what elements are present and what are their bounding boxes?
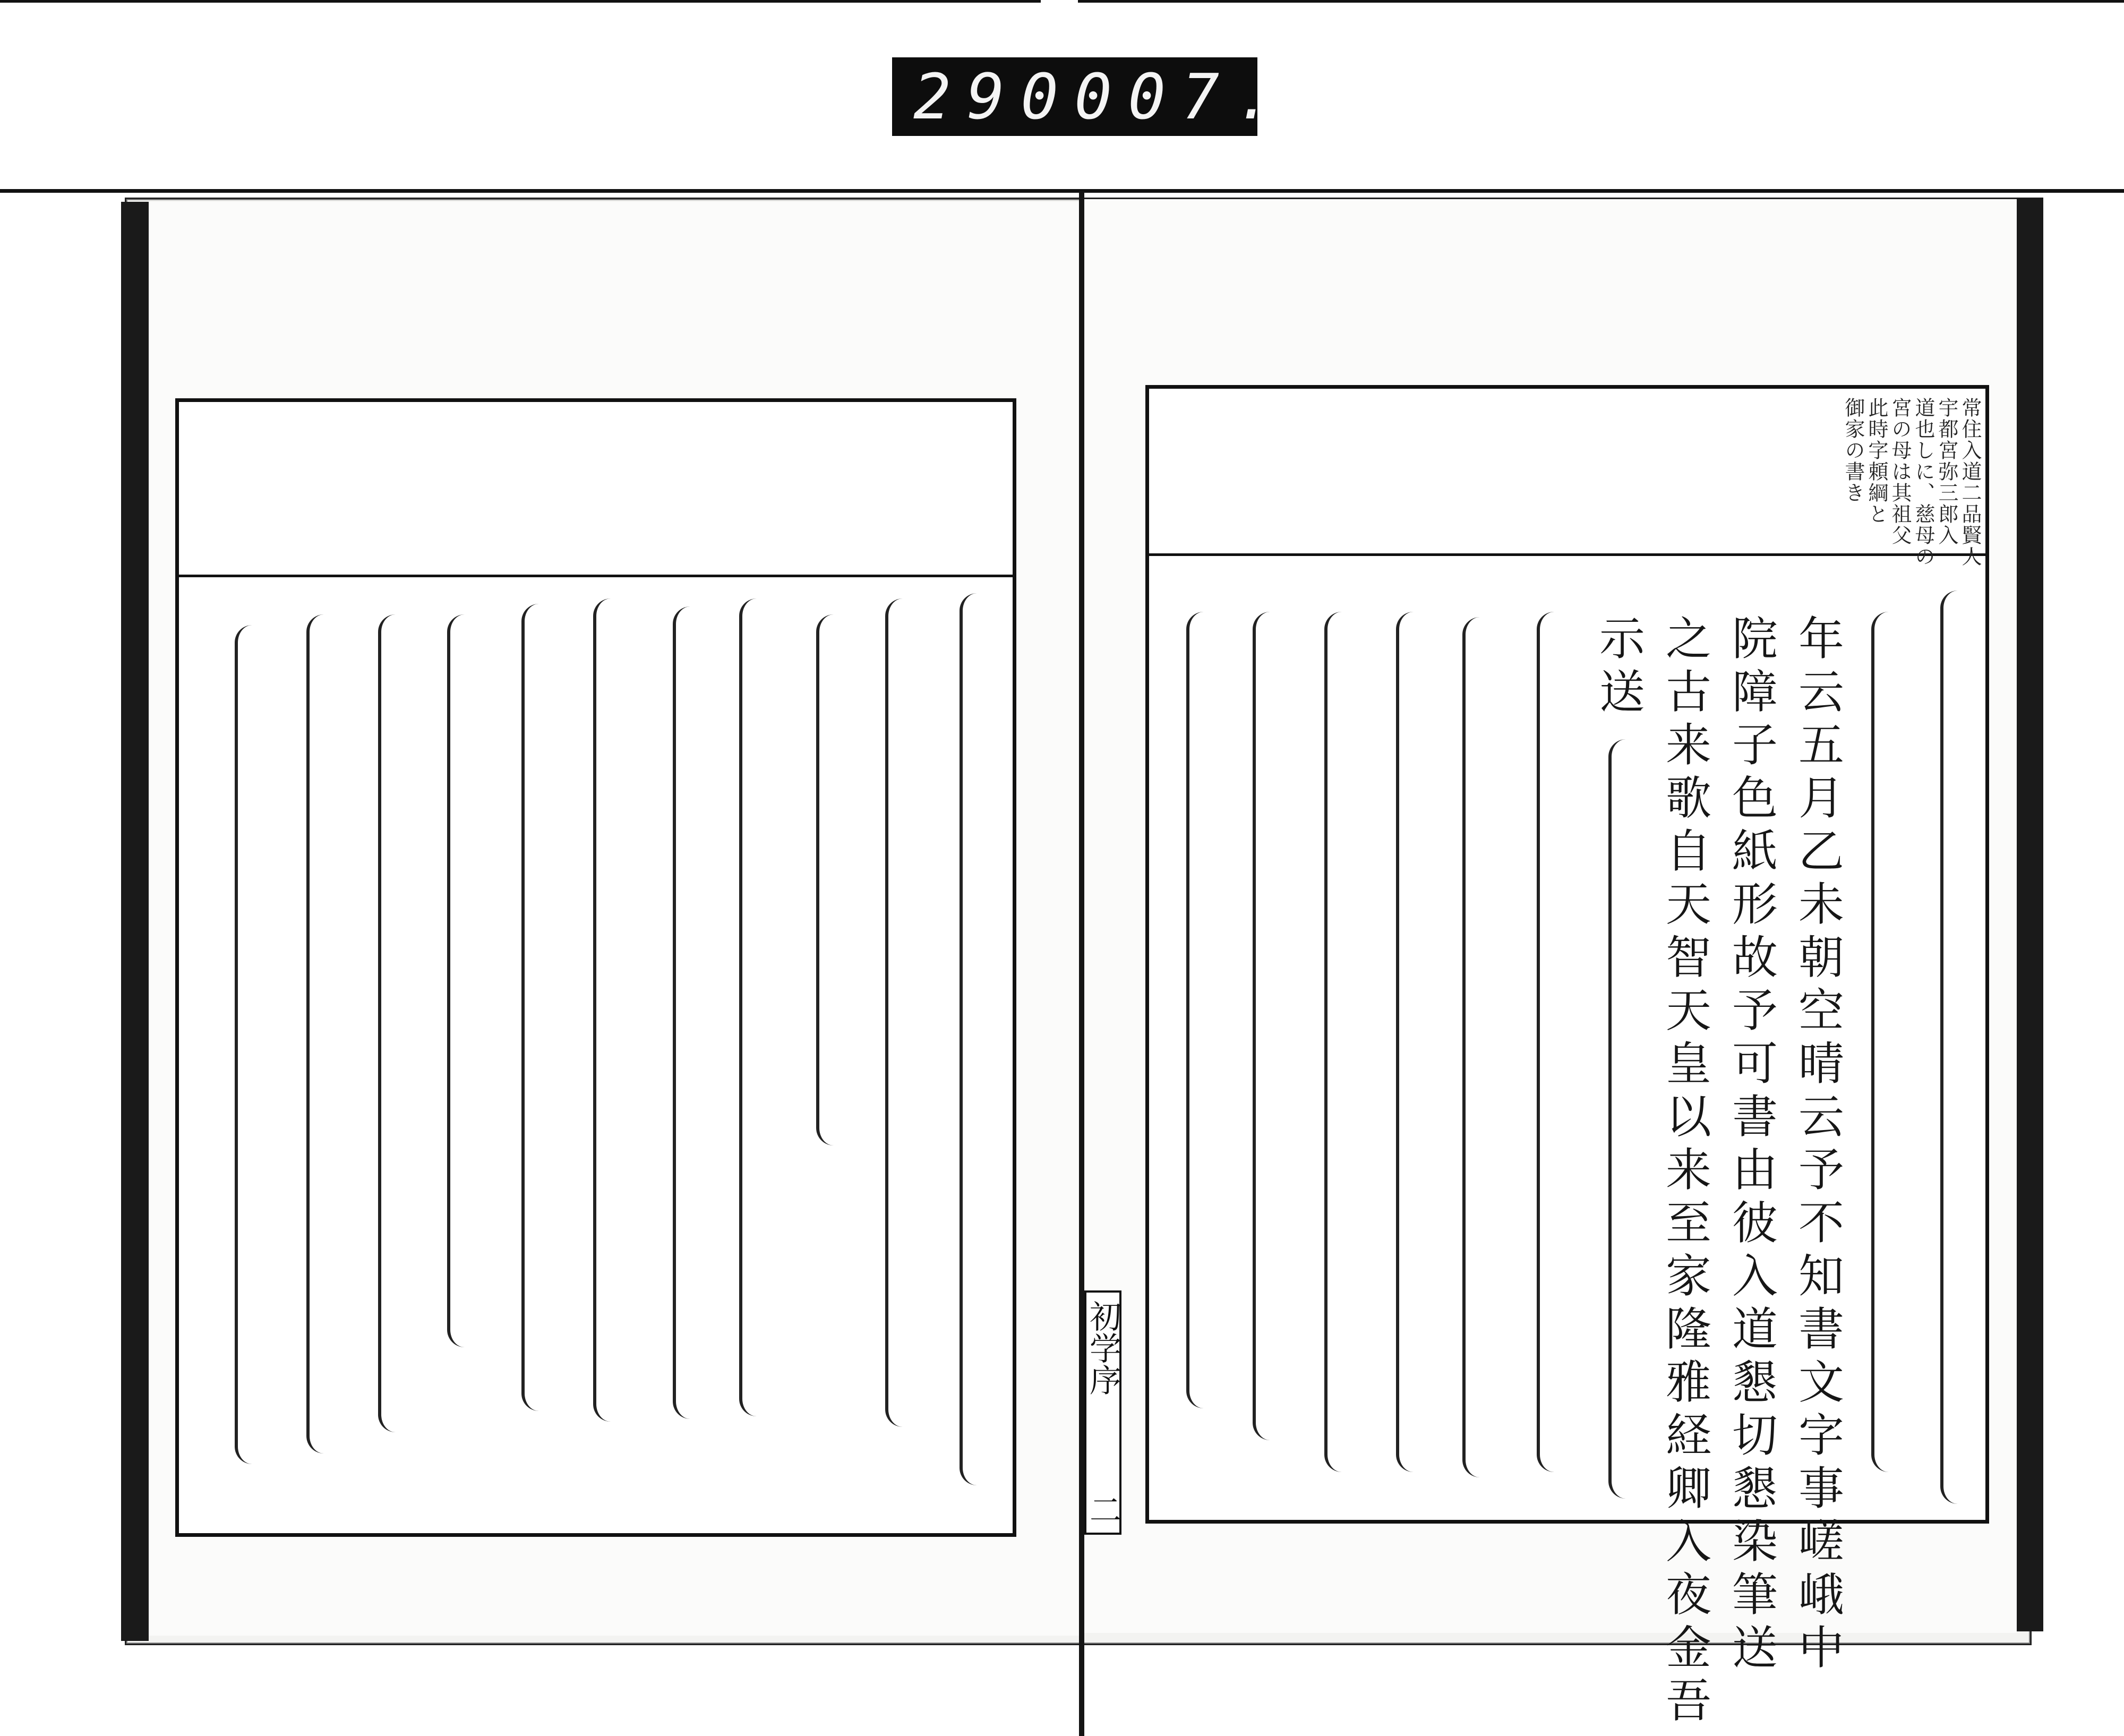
book-edge-left bbox=[121, 202, 149, 1641]
page-tab bbox=[1084, 1290, 1121, 1535]
header-note-line: 宇都宮弥三郎入 bbox=[1935, 397, 1958, 546]
print-line: 院障子色紙形故予可書由彼入道懇切懇染筆送 bbox=[1724, 614, 1777, 1677]
print-line: 示送 bbox=[1591, 614, 1645, 721]
left-page bbox=[149, 202, 1079, 1636]
left-page-frame bbox=[175, 398, 1016, 1537]
top-rule-left bbox=[0, 0, 1041, 3]
header-note-line: 常住入道二品賢人 bbox=[1958, 397, 1982, 567]
scan-header-rule bbox=[0, 189, 2124, 193]
book-gutter bbox=[1079, 191, 1084, 1736]
header-note-line: 此時字頼綱と bbox=[1865, 397, 1888, 525]
tab-title: 初学序 bbox=[1084, 1300, 1121, 1396]
scan-label-right: 007. bbox=[1074, 60, 1289, 133]
header-note-line: 道也しに、慈母の bbox=[1912, 397, 1935, 567]
right-page bbox=[1084, 199, 2017, 1730]
print-line: 年云五月乙未朝空晴云予不知書文字事嵯峨中 bbox=[1791, 614, 1844, 1677]
header-note-line: 宮の母は其祖父 bbox=[1888, 397, 1912, 546]
header-note-line: 御家の書き bbox=[1842, 397, 1865, 503]
tab-page-number: 二 bbox=[1084, 1493, 1121, 1525]
right-page-frame bbox=[1145, 385, 1989, 1730]
book-edge-right bbox=[2017, 198, 2043, 1631]
top-rule-right bbox=[1078, 0, 2124, 3]
print-line: 之古来歌自天智天皇以来至家隆雅経卿入夜金吾 bbox=[1658, 614, 1711, 1730]
scan-label bbox=[892, 57, 1289, 136]
left-page-header-band bbox=[179, 402, 1013, 577]
scan-label-left: 290 bbox=[913, 60, 1075, 133]
right-page-header-band bbox=[1149, 389, 1985, 567]
